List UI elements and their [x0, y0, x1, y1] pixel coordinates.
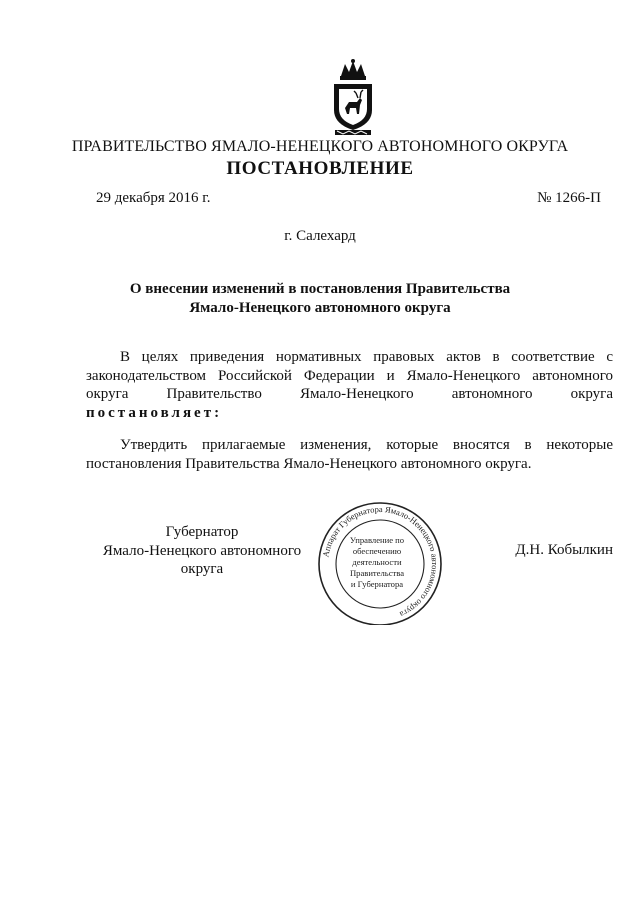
stamp-ring-text: Аппарат Губернатора Ямало-Ненецкого автономного округа: [320, 503, 441, 620]
document-city: г. Салехард: [284, 228, 356, 244]
signer-title: [86, 523, 318, 579]
document-subject: [0, 280, 640, 318]
stamp-line-5: и Губернатора: [350, 579, 404, 589]
subject-line-2: Ямало-Ненецкого автономного округа: [189, 300, 451, 316]
organization-title: ПРАВИТЕЛЬСТВО ЯМАЛО-НЕНЕЦКОГО АВТОНОМНОГО ОКРУГА: [71, 138, 569, 155]
document-date: 29 декабря 2016 г.: [96, 190, 211, 206]
decides-word: постановляет:: [86, 404, 223, 421]
official-stamp: [315, 500, 445, 625]
preamble-paragraph: [86, 348, 613, 422]
stamp-line-1: Управление по: [349, 535, 405, 545]
signer-name: Д.Н. Кобылкин: [515, 542, 613, 558]
signer-title-line-2: Ямало-Ненецкого автономного округа: [102, 542, 302, 577]
stamp-line-4: Правительства: [349, 568, 405, 578]
coat-of-arms-icon: [327, 58, 379, 138]
subject-line-1: О внесении изменений в постановления Правительства: [129, 281, 511, 297]
document-number: № 1266-П: [537, 190, 601, 206]
resolution-paragraph: Утвердить прилагаемые изменения, которые вносятся в некоторые постановления Правительства Ямало-Ненецкого автономного округа.: [86, 437, 613, 472]
stamp-line-2: обеспечению: [352, 546, 402, 556]
document-type: ПОСТАНОВЛЕНИЕ: [226, 158, 414, 179]
signer-title-line-1: Губернатор: [165, 524, 239, 540]
preamble-text: В целях приведения нормативных правовых актов в соответствие с законодательством Российской Федерации и Ямало-Ненецкого автономного округа Правительство Ямало-Ненецкого автономного округа: [86, 349, 613, 402]
stamp-line-3: деятельности: [352, 557, 402, 567]
